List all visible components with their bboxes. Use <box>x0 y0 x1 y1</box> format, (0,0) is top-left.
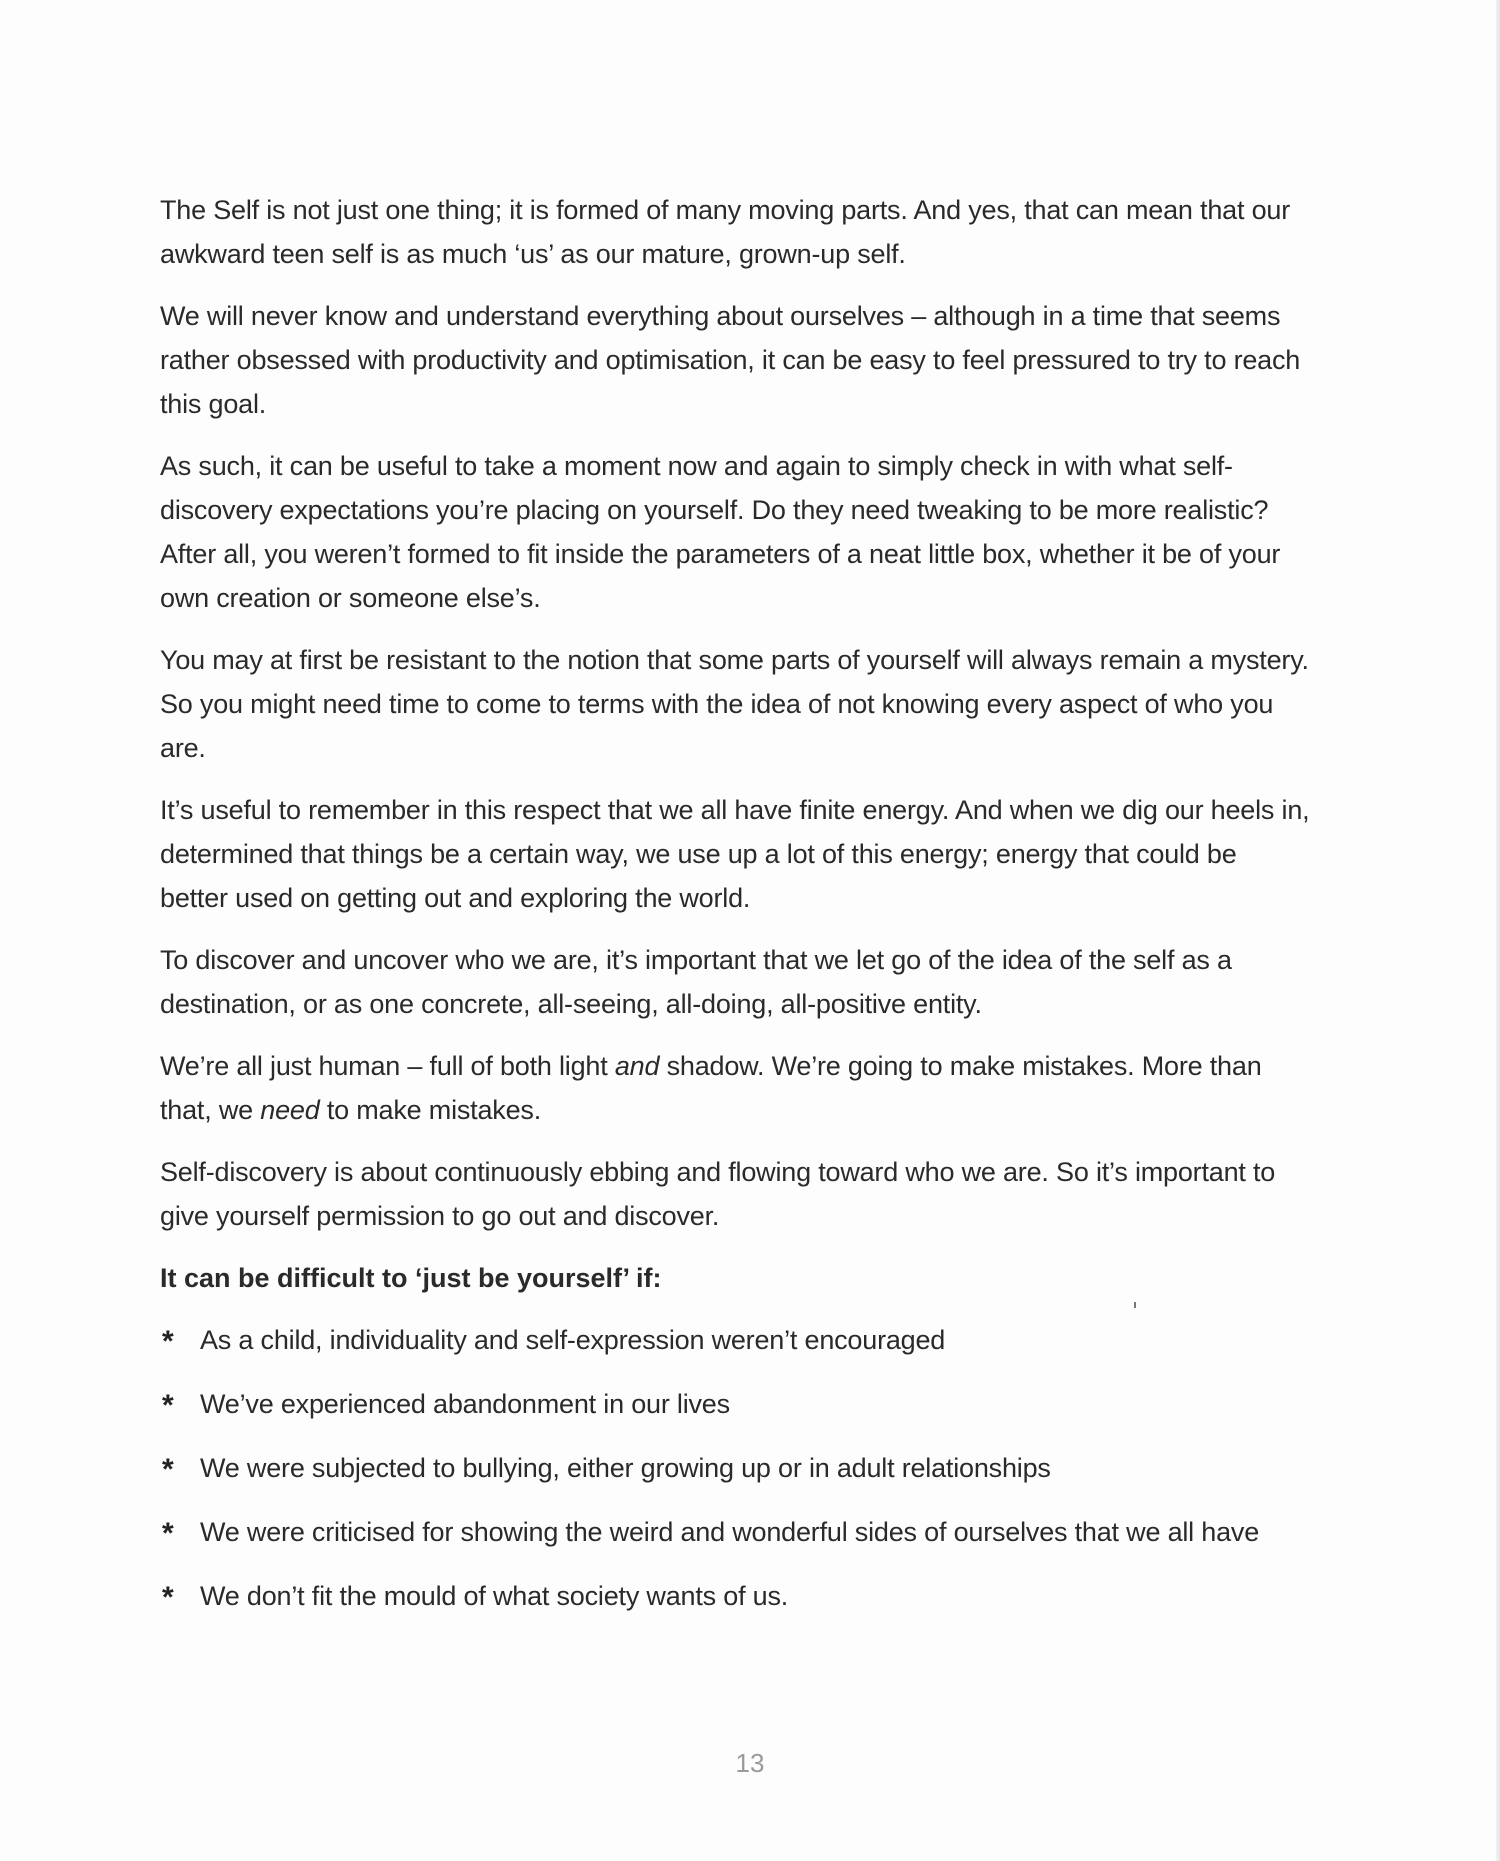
paragraph-5: It’s useful to remember in this respect that we all have finite energy. And when we dig our heels in, determined that things be a certain way, we use up a lot of this energy; energy that could be better used on getting out and exploring the world. <box>160 795 1310 913</box>
paragraph-2: We will never know and understand everything about ourselves – although in a time that seems rather obsessed with productivity and optimisation, it can be easy to feel pressured to try to reach this goal. <box>160 301 1301 419</box>
asterisk-bullet-icon: * <box>162 1325 174 1358</box>
list-item <box>160 1446 1310 1490</box>
asterisk-bullet-icon: * <box>162 1453 174 1486</box>
list-item-text: We don’t fit the mould of what society wants of us. <box>200 1581 789 1611</box>
paragraph-7-emphasis-and: and <box>614 1051 660 1081</box>
paragraph-8: Self-discovery is about continuously ebbing and flowing toward who we are. So it’s important to give yourself permission to go out and discover. <box>160 1157 1276 1231</box>
scan-speck <box>1134 1302 1136 1308</box>
page-edge <box>1496 0 1500 1861</box>
body-text <box>160 188 1310 1638</box>
list-item <box>160 1318 1310 1362</box>
list-item-text: As a child, individuality and self-expression weren’t encouraged <box>200 1325 946 1355</box>
difficulty-list <box>160 1318 1310 1618</box>
paragraph-7-part-1: We’re all just human – full of both light <box>160 1051 615 1081</box>
list-item-text: We were criticised for showing the weird and wonderful sides of ourselves that we all have <box>200 1517 1260 1547</box>
paragraph-7 <box>160 1044 1310 1132</box>
list-item-text: We’ve experienced abandonment in our lives <box>200 1389 730 1419</box>
paragraph-7-emphasis-need: need <box>260 1095 320 1125</box>
asterisk-bullet-icon: * <box>162 1517 174 1550</box>
list-item-text: We were subjected to bullying, either growing up or in adult relationships <box>200 1453 1051 1483</box>
list-heading: It can be difficult to ‘just be yourself’ if: <box>160 1263 662 1293</box>
page-number: 13 <box>735 1748 765 1778</box>
paragraph-3: As such, it can be useful to take a moment now and again to simply check in with what self-discovery expectations you’re placing on yourself. Do they need tweaking to be more realistic? After all, you weren’t formed to fit inside the parameters of a neat little box, whether it be of your own creation or someone else’s. <box>160 451 1281 613</box>
paragraph-7-part-2: shadow. We’re going to make mistakes. More than that, we <box>160 1051 1262 1125</box>
asterisk-bullet-icon: * <box>162 1389 174 1422</box>
list-item <box>160 1382 1310 1426</box>
paragraph-7-part-3: to make mistakes. <box>319 1095 542 1125</box>
paragraph-4: You may at first be resistant to the notion that some parts of yourself will always remain a mystery. So you might need time to come to terms with the idea of not knowing every aspect of who you are. <box>160 645 1309 763</box>
paragraph-1: The Self is not just one thing; it is formed of many moving parts. And yes, that can mean that our awkward teen self is as much ‘us’ as our mature, grown-up self. <box>160 195 1290 269</box>
list-item <box>160 1510 1310 1554</box>
paragraph-6: To discover and uncover who we are, it’s important that we let go of the idea of the self as a destination, or as one concrete, all-seeing, all-doing, all-positive entity. <box>160 945 1232 1019</box>
asterisk-bullet-icon: * <box>162 1581 174 1614</box>
list-item <box>160 1574 1310 1618</box>
